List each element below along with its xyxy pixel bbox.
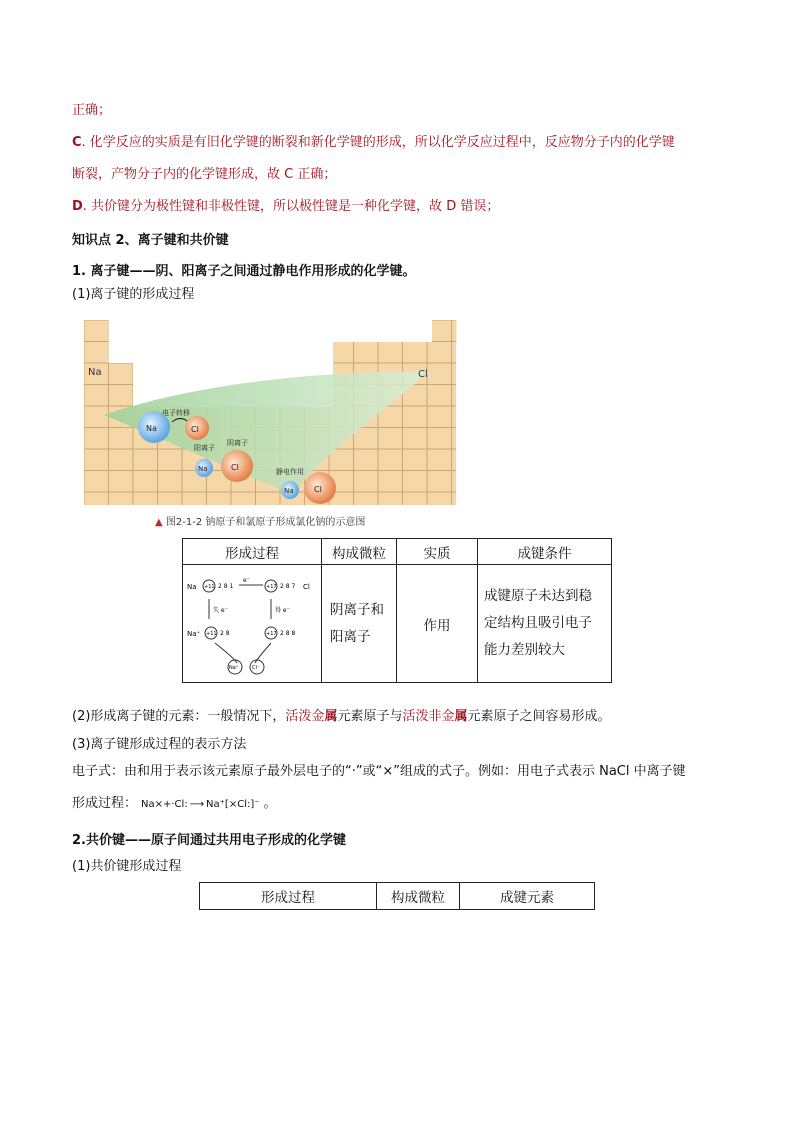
diag-na-ion: Na⁺ (187, 629, 201, 638)
header-essence: 实质 (397, 539, 478, 565)
ionic-elements-d: 元素原子与 (337, 709, 403, 724)
formula-lhs: Na×+·Cl: (141, 799, 188, 810)
diag-na-ion-shells: 2 8 (220, 629, 230, 637)
formula-end: 。 (263, 796, 277, 811)
covalent-bond-table (199, 882, 595, 910)
subheading-formation: (1)离子键的形成过程 (72, 287, 195, 302)
header-conditions: 成键条件 (478, 539, 612, 565)
diag-na-ion-core-label: +11 (206, 630, 217, 637)
label-cl: Cl (418, 369, 428, 380)
cation-label: 阳离子 (194, 444, 215, 452)
diag-cl-ion-shells: 2 8 8 (280, 629, 296, 637)
header-particles: 构成微粒 (322, 539, 397, 565)
diag-bond-cl-label: Cl⁻ (252, 664, 260, 671)
covalent-header-formation: 形成过程 (200, 883, 377, 910)
formula-arrow: ⟶ (189, 799, 205, 810)
heading-definition: ——阴、阳离子之间通过静电作用形成的化学键。 (129, 264, 416, 279)
option-c-text: . 化学反应的实质是有旧化学键的断裂和新化学键的形成，所以化学反应过程中，反应物分子内的化学键 (81, 135, 675, 150)
section-heading: 知识点 2、离子键和共价键 (72, 233, 229, 248)
particles-cell (322, 565, 397, 683)
formation-process-label: 形成过程： (72, 796, 138, 811)
ionic-elements-line (72, 707, 611, 727)
ionic-elements-a: (2)形成离子键的元素：一般情况下， (72, 709, 286, 724)
covalent-header-particles: 构成微粒 (377, 883, 460, 910)
sodium-atom-label: Na (146, 424, 157, 433)
particles-line2: 阳离子 (330, 628, 371, 645)
ionic-elements-g: 元素原子之间容易形成。 (467, 709, 611, 724)
table-row3-left (84, 385, 133, 407)
option-d-label: D (72, 199, 83, 214)
ionic-elements-metal: 活泼金 (285, 709, 325, 724)
subheading-covalent-formation: (1)共价键形成过程 (72, 859, 182, 874)
transfer-label: 电子转移 (162, 409, 190, 417)
diag-na-shells: 2 8 1 (218, 582, 234, 590)
label-na: Na (88, 367, 102, 378)
covalent-header-row (200, 883, 595, 910)
table-body-row (183, 565, 612, 683)
formation-process-line (72, 794, 277, 815)
essence-cell: 作用 (397, 565, 478, 683)
table-header-row (183, 539, 612, 565)
diag-e: e⁻ (243, 576, 250, 584)
heading-term: 离子键 (90, 264, 130, 279)
diag-na-core-label: +11 (204, 583, 215, 590)
option-c-label: C (72, 135, 82, 150)
header-formation: 形成过程 (183, 539, 322, 565)
ionic-elements-nonmetal-suffix: 属 (454, 709, 468, 724)
figure-caption (155, 513, 365, 528)
figure-caption-text: 图2-1-2 钠原子和氯原子形成氯化钠的示意图 (165, 517, 366, 528)
table-group1-top (84, 320, 109, 363)
triangle-icon: ▲ (155, 517, 163, 528)
ionic-bond-table (182, 538, 612, 683)
bonded-chloride-label: Cl (314, 485, 322, 494)
conditions-line3: 能力差别较大 (484, 642, 565, 658)
formation-diagram (185, 567, 319, 677)
chloride-ion-label: Cl (231, 463, 239, 472)
option-d-line (72, 197, 499, 217)
nacl-formula (141, 799, 260, 810)
heading-covalent-bond: 2.共价键——原子间通过共用电子形成的化学键 (72, 833, 346, 848)
table-noble-top (432, 320, 457, 342)
option-c-line2: 断裂，产物分子内的化学键形成，故 C 正确； (72, 167, 337, 182)
heading-number: 1. (72, 264, 91, 279)
chlorine-atom-label: Cl (191, 425, 199, 434)
heading-ionic-bond (72, 262, 416, 282)
option-d-text: . 共价键分为极性键和非极性键，所以极性键是一种化学键，故 D 错误； (82, 199, 500, 214)
diag-lose: 失 e⁻ (213, 606, 228, 614)
text-line-correct: 正确； (72, 103, 112, 118)
diag-bond-na-label: Na⁺ (229, 664, 239, 671)
option-c-line1 (72, 133, 675, 153)
conditions-line2: 定结构且吸引电子 (484, 615, 592, 631)
diag-cl-core-label: +17 (266, 583, 277, 590)
conditions-cell (478, 565, 612, 683)
ionic-elements-nonmetal: 活泼非金 (402, 709, 455, 724)
subheading-representation: (3)离子键形成过程的表示方法 (72, 737, 247, 752)
conditions-line1: 成键原子未达到稳 (484, 588, 592, 604)
diag-gain: 得 e⁻ (275, 606, 290, 614)
anion-label: 阴离子 (227, 439, 248, 447)
particles-line1: 阴离子和 (330, 601, 384, 618)
covalent-header-elements: 成键元素 (460, 883, 595, 910)
sodium-ion-label: Na (198, 465, 208, 473)
ionic-elements-metal-suffix: 属 (324, 709, 338, 724)
diag-na: Na (187, 582, 197, 591)
formula-rhs: Na⁺[×Cl:]⁻ (206, 799, 260, 810)
ionic-bond-figure (84, 320, 460, 510)
electron-formula-paragraph: 电子式：由和用于表示该元素原子最外层电子的“·”或“×”组成的式子。例如：用电子式表示 NaCl 中离子键 (72, 764, 686, 779)
formation-diagram-cell (183, 565, 322, 683)
electrostatic-label: 静电作用 (276, 468, 304, 476)
diag-cl: Cl (303, 582, 310, 591)
diag-cl-ion-core-label: +17 (266, 630, 277, 637)
diag-cl-shells: 2 8 7 (280, 582, 296, 590)
bonded-sodium-label: Na (284, 487, 294, 495)
